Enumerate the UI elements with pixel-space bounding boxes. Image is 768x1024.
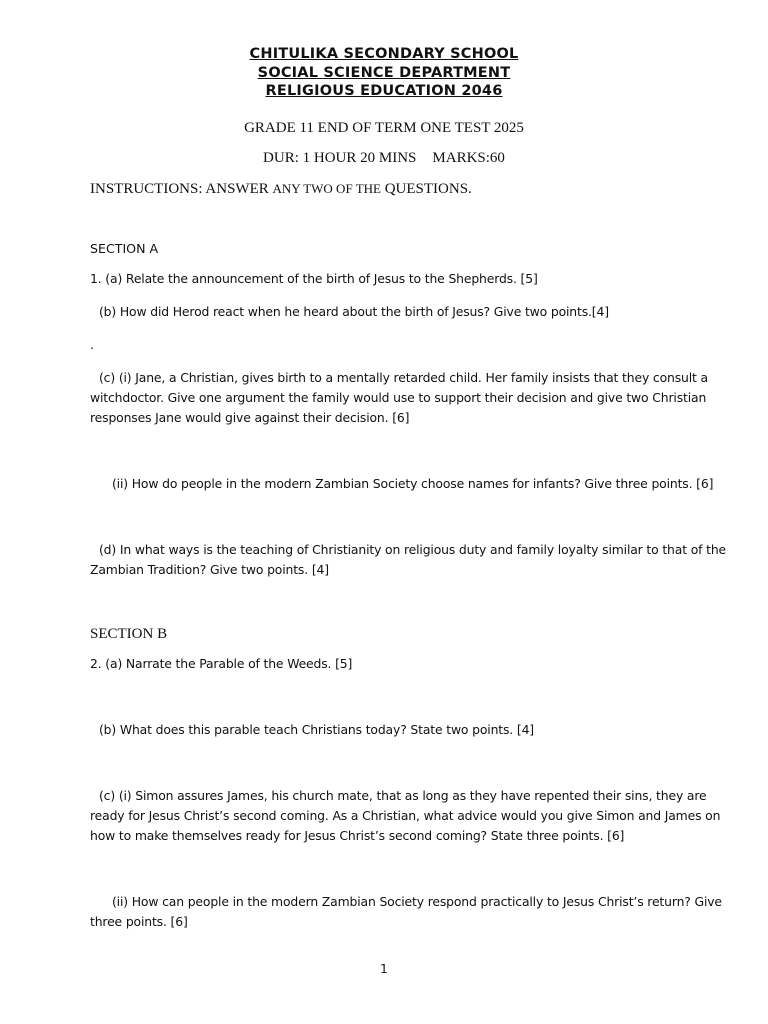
stray-dot [90, 335, 690, 355]
question-1d [90, 540, 727, 580]
marks: MARKS:60 [432, 150, 505, 166]
school-name: CHITULIKA SECONDARY SCHOOL [249, 46, 519, 62]
question-2b-text: (b) What does this parable teach Christians today? State two points. [4] [99, 722, 534, 737]
question-2cii [90, 892, 722, 932]
instructions [90, 180, 472, 198]
question-1cii-text: (ii) How do people in the modern Zambian Society choose names for infants? Give three points. [6] [112, 476, 714, 491]
section-b-title: SECTION B [90, 626, 168, 642]
stray-dot-text: . [90, 337, 94, 352]
question-1a [90, 269, 690, 289]
question-2a-text: 2. (a) Narrate the Parable of the Weeds. [5] [90, 656, 353, 671]
question-1a-text: 1. (a) Relate the announcement of the birth of Jesus to the Shepherds. [5] [90, 271, 538, 286]
question-2ci-line-2: ready for Jesus Christ’s second coming. As a Christian, what advice would you give Simon and James on [90, 808, 721, 823]
question-1ci-line-3: responses Jane would give against their decision. [6] [90, 410, 410, 425]
question-2ci [90, 786, 721, 846]
question-1b-text: (b) How did Herod react when he heard about the birth of Jesus? Give two points.[4] [99, 304, 609, 319]
page-number: 1 [380, 962, 388, 976]
test-title: GRADE 11 END OF TERM ONE TEST 2025 [244, 120, 524, 136]
duration-marks-line [0, 149, 768, 167]
question-2b [90, 720, 690, 740]
question-2a [90, 654, 690, 674]
department-name: SOCIAL SCIENCE DEPARTMENT [257, 65, 511, 81]
question-1ci-line-2: witchdoctor. Give one argument the family would use to support their decision and give two Christian [90, 390, 707, 405]
question-1ci [90, 368, 708, 428]
question-2ci-line-1: (c) (i) Simon assures James, his church mate, that as long as they have repented their sins, they are [99, 788, 707, 803]
question-1d-line-2: Zambian Tradition? Give two points. [4] [90, 562, 329, 577]
question-1ci-line-1: (c) (i) Jane, a Christian, gives birth to a mentally retarded child. Her family insists that they consult a [99, 370, 708, 385]
question-1cii [90, 474, 714, 494]
instructions-prefix: INSTRUCTIONS: ANSWER [90, 181, 273, 197]
question-1b [90, 302, 690, 322]
instructions-suffix: QUESTIONS. [380, 181, 472, 197]
instructions-mid: ANY TWO OF THE [272, 181, 381, 196]
question-1d-line-1: (d) In what ways is the teaching of Christianity on religious duty and family loyalty similar to that of the [99, 542, 727, 557]
section-a-title: SECTION A [90, 241, 159, 256]
question-2ci-line-3: how to make themselves ready for Jesus Christ’s second coming? State three points. [6] [90, 828, 625, 843]
subject-title: RELIGIOUS EDUCATION 2046 [265, 83, 503, 99]
question-2cii-line-2: three points. [6] [90, 914, 188, 929]
question-2cii-line-1: (ii) How can people in the modern Zambian Society respond practically to Jesus Christ’s return? Give [112, 894, 722, 909]
duration: DUR: 1 HOUR 20 MINS [263, 150, 417, 166]
